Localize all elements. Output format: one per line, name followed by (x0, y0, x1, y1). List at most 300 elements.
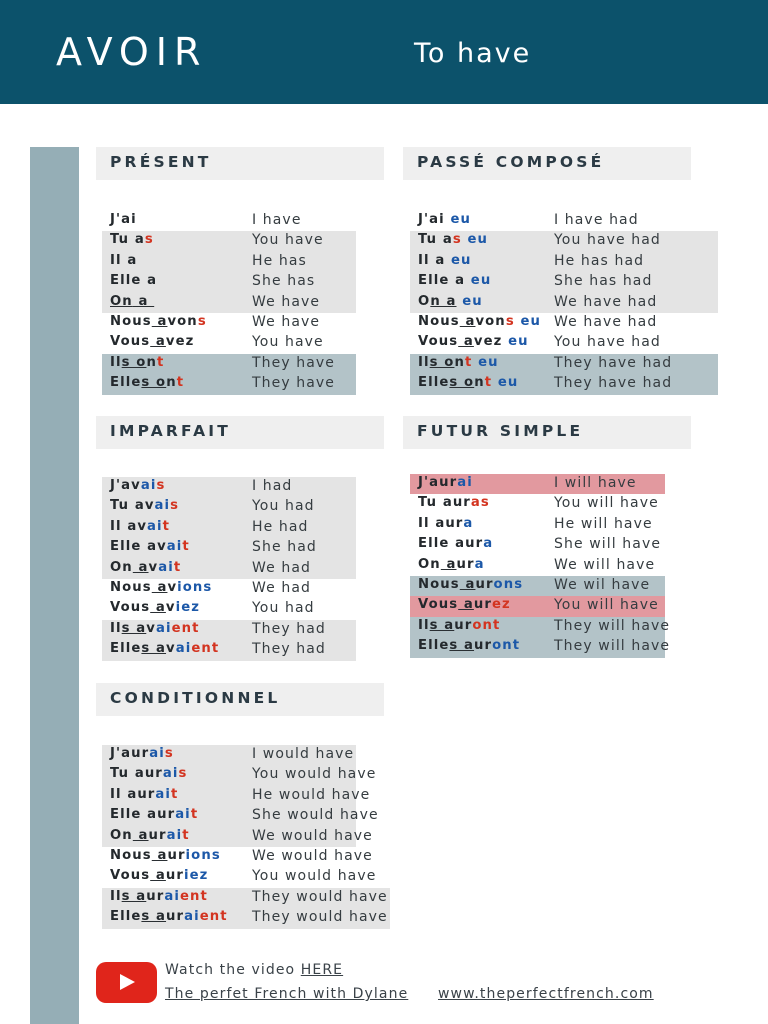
french-form-segment: ent (199, 909, 228, 925)
english-translation: They have (252, 375, 336, 392)
conjugation-row (102, 765, 377, 785)
english-translation: She has (252, 273, 316, 290)
french-form-segment: ai (140, 478, 157, 493)
french-form-segment: J'ai (418, 212, 451, 227)
english-translation: He had (252, 518, 309, 535)
french-form-segment: ai (162, 766, 179, 782)
french-form (110, 746, 174, 761)
french-form-segment: Elle aur (110, 807, 176, 823)
section-title: IMPARFAIT (96, 416, 384, 449)
french-form-segment: ur (166, 909, 185, 925)
french-form-segment: s a (121, 620, 147, 636)
french-form-segment: t (156, 354, 165, 370)
french-form-segment: v (146, 620, 156, 636)
side-decoration-bar (30, 147, 79, 1024)
conjugation-row (410, 494, 665, 514)
conjugation-table (410, 211, 718, 395)
english-translation: They have had (554, 354, 673, 371)
french-form-segment: Elle (110, 641, 142, 657)
french-form-segment: t (176, 375, 185, 391)
english-translation: They had (252, 641, 326, 658)
french-form-segment: Nous (418, 313, 460, 329)
conjugation-row (102, 827, 373, 847)
french-form (110, 909, 228, 924)
conjugation-row (102, 354, 356, 374)
french-form-segment: Elle a (110, 273, 158, 289)
french-form (418, 597, 511, 612)
english-translation: We would have (252, 847, 373, 864)
french-form-segment: a (463, 515, 474, 531)
french-form (418, 495, 490, 510)
french-form-segment: eu (508, 334, 529, 350)
french-form (110, 766, 188, 781)
english-translation: I had (252, 478, 293, 494)
english-translation: You would have (252, 868, 377, 885)
section-title: PRÉSENT (96, 147, 384, 180)
english-translation: We have (252, 313, 321, 330)
english-translation: She will have (554, 536, 662, 553)
english-translation: We have had (554, 293, 658, 310)
french-form-segment: Il (418, 354, 430, 370)
conjugation-table (102, 745, 390, 929)
french-form (110, 375, 184, 390)
french-form-segment: ur (146, 888, 165, 904)
french-form-segment: Il (110, 888, 122, 904)
french-form-segment: Il av (110, 518, 148, 534)
french-form-segment: eu (478, 354, 499, 370)
french-form-segment: eu (470, 273, 492, 289)
english-translation: We had (252, 559, 312, 576)
french-form-segment: s (178, 766, 188, 782)
conjugation-row (102, 252, 356, 272)
english-translation: We wil have (554, 576, 651, 593)
french-form-segment: n a (430, 293, 457, 309)
french-form-segment: t (182, 827, 190, 843)
french-form (110, 294, 154, 309)
conjugation-row (102, 333, 356, 353)
english-translation: They would have (252, 888, 388, 905)
french-form (110, 212, 137, 227)
french-form-segment: iez (183, 868, 209, 884)
conjugation-row (410, 374, 718, 394)
conjugation-row (102, 211, 356, 231)
french-form-segment: ai (175, 807, 191, 823)
french-form (418, 294, 483, 309)
youtube-play-icon[interactable] (96, 962, 157, 1003)
french-form-segment: ai (158, 559, 174, 575)
french-form-segment: Nous (110, 313, 152, 329)
french-form-segment: s (156, 478, 166, 493)
french-form (110, 334, 194, 349)
english-translation: They will have (554, 638, 671, 655)
french-form-segment: ent (171, 620, 200, 636)
french-form-segment: Elle (110, 909, 142, 925)
french-form (418, 334, 529, 349)
french-form-segment: t (190, 807, 199, 823)
english-translation: He will have (554, 515, 653, 532)
french-form-segment: a (150, 868, 166, 884)
english-translation: They have had (554, 375, 673, 392)
french-form (418, 273, 491, 288)
french-form-segment: ai (184, 909, 200, 925)
conjugation-row (410, 556, 665, 576)
french-form-segment: eu (467, 232, 489, 248)
page-header (0, 0, 768, 104)
french-form-segment: Vous (110, 600, 151, 616)
conjugation-row (410, 252, 718, 272)
english-translation: I have had (554, 212, 639, 228)
english-translation: You will have (554, 495, 659, 512)
french-form-segment: a (150, 600, 166, 616)
french-form-segment: eu (450, 212, 472, 227)
english-translation: We have had (554, 313, 658, 330)
english-translation: You had (252, 600, 315, 617)
french-form-segment: Nous (110, 579, 152, 595)
conjugation-table (410, 474, 671, 658)
french-form (418, 557, 485, 572)
french-form-segment: On (418, 556, 441, 572)
french-form-segment: ai (147, 518, 163, 534)
french-form-segment: s (452, 232, 462, 248)
french-form-segment: s o (121, 354, 147, 370)
french-form-segment: ai (164, 888, 180, 904)
english-translation: She had (252, 539, 317, 556)
conjugation-row (102, 745, 356, 765)
french-form-segment: Elle aur (418, 536, 484, 552)
french-form-segment: von (167, 313, 198, 329)
french-form-segment: Vous (418, 334, 459, 350)
conjugation-row (102, 518, 356, 538)
french-form-segment: s (505, 313, 515, 329)
conjugation-row (102, 806, 379, 826)
verb-title: AVOIR (56, 30, 208, 74)
english-translation: He has (252, 252, 307, 269)
french-form-segment: n (474, 375, 485, 391)
french-form-segment: s a (141, 909, 167, 925)
conjugation-row (102, 231, 356, 251)
french-form (110, 273, 157, 288)
french-form-segment: ai (154, 498, 171, 514)
conjugation-row (410, 637, 671, 657)
english-translation: She would have (252, 807, 379, 824)
french-form-segment: Elle (110, 375, 142, 391)
french-form (110, 560, 181, 575)
french-form-segment: J'ai (110, 212, 137, 227)
conjugation-row (102, 867, 377, 887)
french-form-segment: eu (451, 252, 472, 268)
french-form (110, 232, 154, 247)
conjugation-row (102, 640, 356, 660)
french-form (418, 618, 500, 633)
french-form-segment: s (197, 313, 207, 329)
french-form-segment: v (167, 579, 178, 595)
french-form-segment: Vous (110, 868, 151, 884)
conjugation-row (410, 293, 718, 313)
french-form-segment: J'av (110, 478, 141, 493)
french-form-segment: Il aur (110, 786, 156, 802)
english-translation: I will have (554, 475, 637, 491)
french-form (418, 516, 473, 531)
french-form-segment: ur (454, 617, 473, 633)
english-translation: You have (252, 334, 324, 351)
french-form (418, 375, 518, 390)
english-translation: We will have (554, 556, 656, 573)
french-form-segment: Il aur (418, 515, 464, 531)
french-form-segment: s o (449, 375, 475, 391)
french-form-segment: ai (155, 620, 172, 636)
french-form-segment: ur (167, 847, 186, 863)
french-form-segment: Tu av (110, 498, 155, 514)
french-form (110, 787, 178, 802)
french-form-segment: ai (457, 475, 473, 490)
section-title: FUTUR SIMPLE (403, 416, 691, 449)
conjugation-row (102, 272, 356, 292)
french-form-segment: Il (110, 620, 122, 636)
english-translation: You have had (554, 334, 661, 351)
french-form-segment: a (132, 827, 149, 843)
french-form-segment: ai (155, 786, 172, 802)
french-form-segment: s a (121, 888, 147, 904)
conjugation-row (102, 559, 356, 579)
french-form-segment: t (162, 518, 171, 534)
french-form (418, 212, 471, 227)
french-form-segment: a (151, 313, 168, 329)
french-form-segment: Tu aur (418, 495, 471, 511)
conjugation-row (410, 515, 665, 535)
english-translation: He has had (554, 252, 645, 269)
french-form-segment: Nous (418, 576, 460, 592)
english-translation: We have (252, 293, 321, 310)
conjugation-row (102, 477, 356, 497)
french-form-segment: a (132, 293, 155, 309)
conjugation-row (102, 374, 356, 394)
french-form-segment: a (459, 576, 476, 592)
conjugation-row (102, 786, 371, 806)
conjugation-row (102, 538, 356, 558)
french-form-segment: s (164, 746, 174, 761)
conjugation-row (410, 576, 665, 596)
french-form-segment: s a (141, 641, 167, 657)
channel-link[interactable]: The perfet French with Dylane (165, 986, 409, 1002)
french-form-segment: Elle (418, 375, 450, 391)
french-form-segment: On (110, 559, 133, 575)
french-form-segment: J'aur (110, 746, 150, 761)
conjugation-row (410, 333, 718, 353)
website-link[interactable]: www.theperfectfrench.com (438, 986, 654, 1002)
french-form-segment: ent (180, 888, 208, 904)
french-form-segment: v (165, 600, 176, 616)
french-form-segment: ai (149, 746, 165, 761)
french-form-segment: a (459, 313, 476, 329)
french-form (418, 253, 472, 268)
french-form (110, 519, 170, 534)
conjugation-row (410, 211, 718, 231)
conjugation-row (102, 888, 390, 908)
conjugation-table (102, 211, 356, 395)
conjugation-row (410, 617, 671, 637)
french-form-segment: t (182, 539, 190, 555)
french-form-segment: s (170, 498, 180, 514)
conjugation-row (410, 354, 718, 374)
watch-video-text (165, 962, 343, 978)
conjugation-row (102, 497, 356, 517)
french-form-segment: eu (462, 293, 483, 309)
french-form-segment: t (464, 354, 473, 370)
french-form-segment: On (110, 293, 133, 309)
french-form-segment: ons (493, 576, 524, 592)
watch-video-label: Watch the video (165, 962, 301, 978)
french-form (418, 638, 520, 653)
conjugation-row (410, 313, 718, 333)
french-form-segment: t (484, 375, 493, 391)
conjugation-row (410, 231, 718, 251)
conjugation-row (410, 272, 718, 292)
french-form-segment: Il (418, 617, 430, 633)
english-translation: I would have (252, 746, 355, 762)
english-translation: You would have (252, 766, 377, 783)
english-translation: You have had (554, 232, 661, 249)
french-form-segment: eu (520, 313, 542, 329)
french-form (418, 577, 523, 592)
french-form-segment: von (475, 313, 506, 329)
french-form-segment: Il a (110, 252, 138, 268)
conjugation-row (102, 313, 356, 333)
english-translation: We had (252, 579, 312, 596)
french-form-segment: Tu a (418, 232, 453, 248)
french-form (110, 848, 221, 863)
english-translation: They had (252, 620, 326, 637)
french-form-segment: iez (175, 600, 201, 616)
french-form-segment: n (454, 354, 465, 370)
french-form-segment: vez (473, 334, 503, 350)
french-form (110, 641, 219, 656)
french-form-segment: s o (141, 375, 167, 391)
french-form-segment: Tu a (110, 232, 145, 248)
english-translation: They will have (554, 617, 671, 634)
conjugation-row (410, 596, 665, 616)
french-form-segment: ions (177, 579, 213, 595)
french-form-segment: Elle (418, 638, 450, 654)
french-form-segment: Vous (418, 597, 459, 613)
french-form-segment: ur (165, 868, 184, 884)
french-form (110, 868, 208, 883)
french-form (418, 475, 473, 490)
french-form-segment: Il (110, 354, 122, 370)
section-title: PASSÉ COMPOSÉ (403, 147, 691, 180)
french-form (110, 355, 164, 370)
french-form (418, 536, 493, 551)
french-form (110, 889, 208, 904)
french-form-segment: ur (148, 827, 167, 843)
french-form-segment: Elle av (110, 539, 167, 555)
french-form (110, 580, 212, 595)
english-translation: I have (252, 212, 302, 228)
english-translation: You will have (554, 597, 659, 614)
french-form-segment: O (418, 293, 431, 309)
french-form-segment: ez (491, 597, 511, 613)
conjugation-row (102, 293, 356, 313)
french-form-segment: Il a (418, 252, 452, 268)
french-form-segment: ai (166, 539, 183, 555)
french-form (110, 621, 200, 636)
french-form-segment: t (173, 559, 182, 575)
french-form (110, 600, 200, 615)
french-form (110, 478, 165, 493)
french-form-segment: a (150, 334, 166, 350)
conjugation-row (102, 599, 356, 619)
conjugation-row (102, 908, 390, 928)
french-form-segment: s (144, 232, 154, 248)
french-form (110, 828, 190, 843)
french-form-segment: t (171, 786, 179, 802)
watch-video-link[interactable]: HERE (300, 962, 344, 978)
french-form (418, 232, 488, 247)
french-form (110, 253, 137, 268)
french-form (418, 355, 499, 370)
french-form-segment: ent (191, 641, 220, 657)
french-form-segment: Vous (110, 334, 151, 350)
french-form-segment: s a (449, 638, 475, 654)
french-form-segment: v (166, 641, 176, 657)
section-title: CONDITIONNEL (96, 683, 384, 716)
french-form (418, 314, 541, 329)
conjugation-row (102, 620, 356, 640)
french-form-segment: ur (474, 638, 493, 654)
french-form-segment: Nous (110, 847, 152, 863)
french-form-segment: a (132, 559, 149, 575)
french-form-segment: a (151, 579, 168, 595)
french-form-segment: n (146, 354, 157, 370)
english-translation: We would have (252, 827, 373, 844)
english-translation: They have (252, 354, 336, 371)
french-form-segment: v (148, 559, 159, 575)
french-form-segment: n (166, 375, 177, 391)
english-translation: You had (252, 498, 315, 515)
english-translation: She has had (554, 273, 653, 290)
french-form (110, 498, 179, 513)
conjugation-row (410, 535, 665, 555)
french-form-segment: ai (175, 641, 192, 657)
conjugation-row (102, 847, 373, 867)
french-form-segment: ur (456, 556, 475, 572)
english-translation: They would have (252, 909, 388, 926)
french-form-segment: ions (185, 847, 221, 863)
french-form (110, 539, 190, 554)
french-form-segment: a (440, 556, 457, 572)
french-form-segment: a (458, 597, 474, 613)
french-form-segment: a (151, 847, 168, 863)
french-form-segment: s a (429, 617, 455, 633)
english-translation: He would have (252, 786, 371, 803)
verb-translation: To have (414, 38, 532, 69)
french-form-segment: J'aur (418, 475, 458, 490)
french-form-segment: a (474, 556, 485, 572)
french-form-segment: a (458, 334, 474, 350)
french-form (110, 314, 207, 329)
french-form-segment: Tu aur (110, 766, 163, 782)
french-form-segment: On (110, 827, 133, 843)
french-form-segment: eu (497, 375, 519, 391)
french-form-segment: ont (492, 638, 521, 654)
french-form-segment: ai (166, 827, 183, 843)
french-form-segment: ur (475, 576, 494, 592)
french-form-segment: Elle a (418, 273, 471, 289)
french-form-segment: vez (165, 334, 195, 350)
french-form-segment: s o (429, 354, 455, 370)
conjugation-table (102, 477, 356, 661)
french-form-segment: as (470, 495, 490, 511)
french-form-segment: ont (472, 617, 501, 633)
